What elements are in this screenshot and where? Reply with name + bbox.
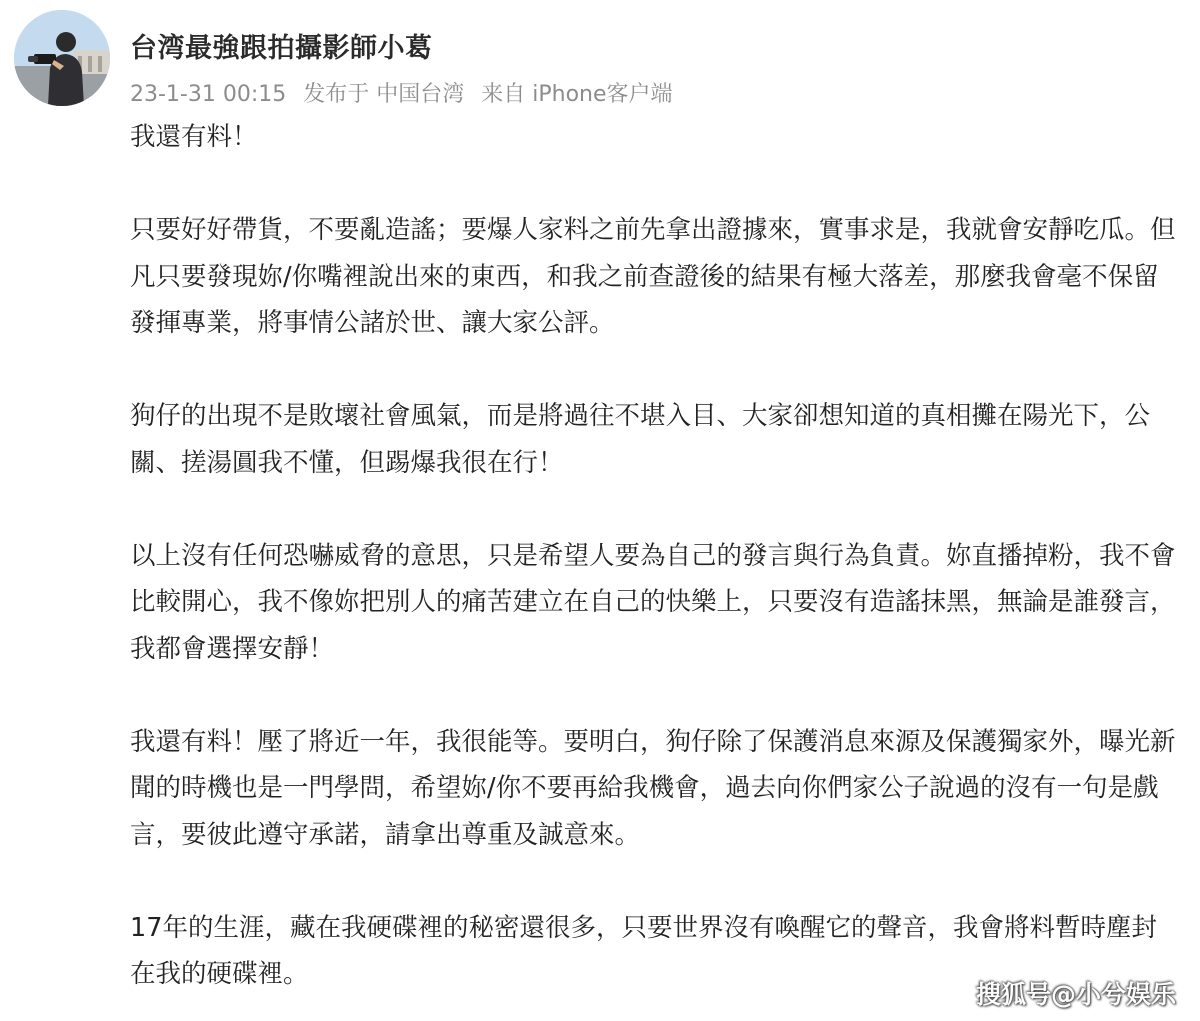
post-paragraph: 以上沒有任何恐嚇威脅的意思，只是希望人要為自己的發言與行為負責。妳直播掉粉，我不會比較開心，我不像妳把別人的痛苦建立在自己的快樂上，只要沒有造謠抹黑，無論是誰發言，我都會選擇安靜！ bbox=[130, 540, 1176, 664]
post-timestamp: 23-1-31 00:15 bbox=[130, 82, 287, 107]
post-paragraph: 狗仔的出現不是敗壞社會風氣，而是將過往不堪入目、大家卻想知道的真相攤在陽光下，公關、搓湯圓我不懂，但踢爆我很在行！ bbox=[130, 401, 1151, 478]
post-paragraph: 我還有料！ bbox=[130, 122, 258, 152]
avatar[interactable] bbox=[14, 10, 110, 106]
post-source[interactable]: 来自 iPhone客户端 bbox=[481, 82, 673, 107]
author-name[interactable]: 台湾最強跟拍攝影師小葛 bbox=[130, 33, 433, 64]
post-meta bbox=[130, 77, 683, 108]
post-content bbox=[130, 114, 1180, 998]
post-paragraph: 只要好好帶貨，不要亂造謠；要爆人家料之前先拿出證據來，實事求是，我就會安靜吃瓜。但凡只要發現妳/你嘴裡說出來的東西，和我之前查證後的結果有極大落差，那麼我會毫不保留發揮專業，將事情公諸於世、讓大家公評。 bbox=[130, 215, 1176, 338]
watermark: 搜狐号@小兮娱乐 bbox=[975, 980, 1176, 1009]
post-paragraph: 我還有料！壓了將近一年，我很能等。要明白，狗仔除了保護消息來源及保護獨家外，曝光新聞的時機也是一門學問，希望妳/你不要再給我機會，過去向你們家公子說過的沒有一句是戲言，要彼此遵守承諾，請拿出尊重及誠意來。 bbox=[130, 726, 1176, 850]
post-location: 发布于 中国台湾 bbox=[303, 82, 465, 107]
photographer-avatar-icon bbox=[14, 10, 110, 106]
post-paragraph: 17年的生涯，藏在我硬碟裡的秘密還很多，只要世界沒有喚醒它的聲音，我會將料暫時塵封在我的硬碟裡。 bbox=[130, 912, 1157, 989]
